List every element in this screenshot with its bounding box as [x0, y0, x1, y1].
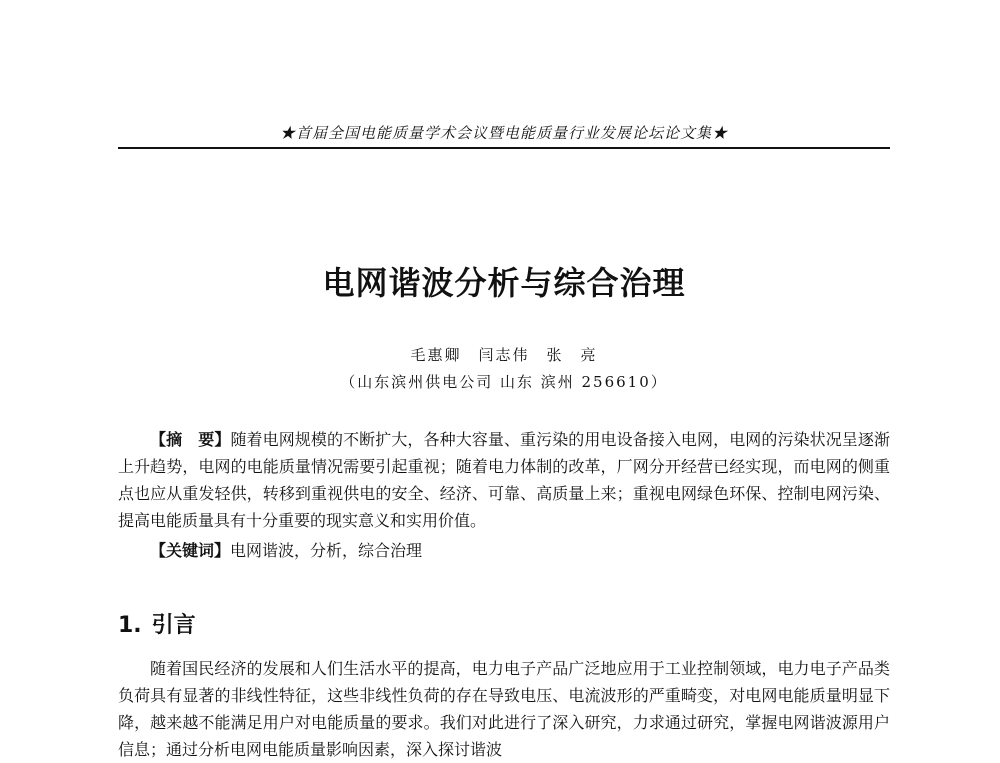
author-affiliation: （山东滨州供电公司 山东 滨州 256610）: [340, 373, 668, 391]
author-list: 毛惠卿 闫志伟 张 亮: [410, 346, 598, 364]
abstract: [118, 426, 890, 534]
running-header: ★首届全国电能质量学术会议暨电能质量行业发展论坛论文集★: [279, 124, 728, 142]
abstract-text: 随着电网规模的不断扩大，各种大容量、重污染的用电设备接入电网，电网的污染状况呈逐渐上升趋势，电网的电能质量情况需要引起重视；随着电力体制的改革，厂网分开经营已经实现，而电网的侧重点也应从重发轻供，转移到重视供电的安全、经济、可靠、高质量上来；重视电网绿色环保、控制电网污染、提高电能质量具有十分重要的现实意义和实用价值。: [118, 430, 890, 530]
section-title: 引言: [151, 613, 196, 638]
keywords-label: 【关键词】: [150, 541, 231, 560]
body-paragraph: 随着国民经济的发展和人们生活水平的提高，电力电子产品广泛地应用于工业控制领域，电力电子产品类负荷具有显著的非线性特征，这些非线性负荷的存在导致电压、电流波形的严重畸变，对电网电能质量明显下降，越来越不能满足用户对电能质量的要求。我们对此进行了深入研究，力求通过研究，掌握电网谐波源用户信息；通过分析电网电能质量影响因素，深入探讨谐波: [118, 659, 890, 759]
keywords: [118, 537, 890, 564]
abstract-label: 【摘 要】: [150, 430, 231, 449]
section-heading-introduction: [118, 608, 196, 639]
header-rule: [118, 147, 890, 149]
paper-title: 电网谐波分析与综合治理: [322, 264, 686, 302]
section-number: 1.: [118, 613, 142, 638]
keywords-text: 电网谐波，分析，综合治理: [230, 541, 423, 560]
